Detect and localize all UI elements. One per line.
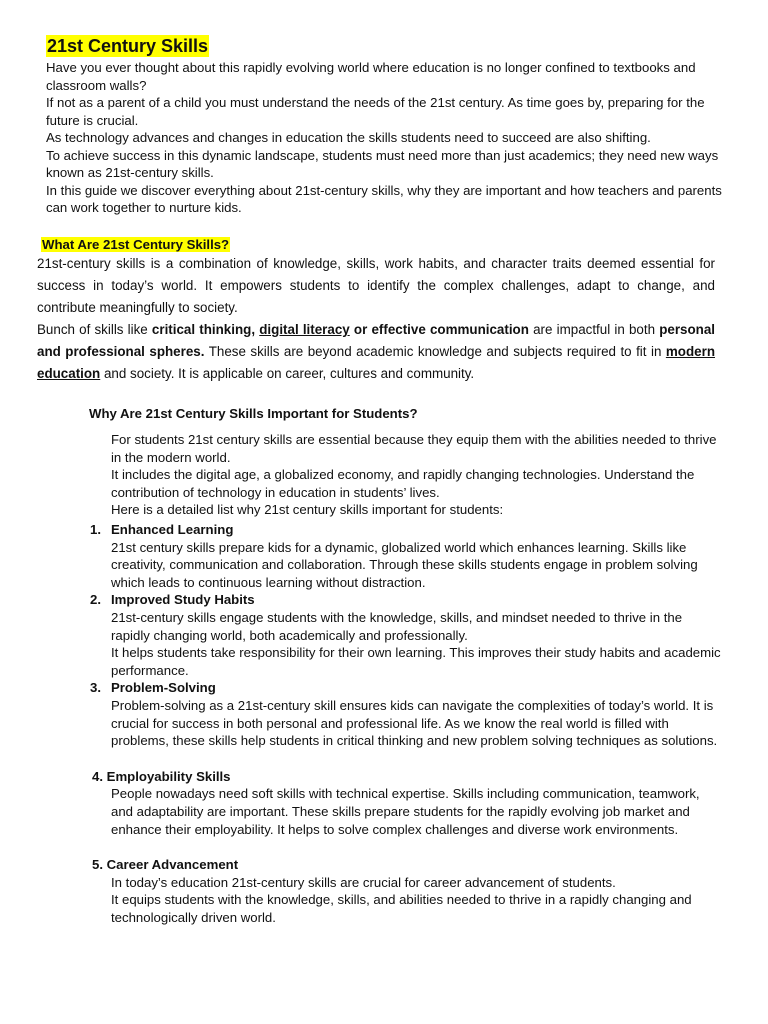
list-item-heading: Improved Study Habits [111, 592, 255, 608]
intro-paragraph: As technology advances and changes in education the skills students need to succeed are also shifting. [46, 130, 651, 145]
text-run: and society. It is applicable on career, cultures and community. [100, 366, 475, 381]
list-item-text: People nowadays need soft skills with technical expertise. Skills including communication, teamwork, and adaptability are important. These skills prepare students for the rapidly evolving job market and enhance their employability. It helps to solve complex challenges and diverse work environments. [111, 786, 700, 837]
what-heading-container [41, 236, 230, 254]
link-education[interactable]: education [37, 366, 101, 381]
list-item-heading: 5. Career Advancement [92, 857, 239, 873]
list-number: 3. [90, 680, 101, 696]
what-paragraph-1: 21st-century skills is a combination of knowledge, skills, work habits, and character traits deemed essential for success in today’s world. It empowers students to identify the complex challenges, adapt to change, and contribute meaningfully to society. [37, 256, 715, 315]
what-heading: What Are 21st Century Skills? [42, 237, 230, 252]
why-paragraph: Here is a detailed list why 21st century skills important for students: [111, 502, 504, 517]
intro-paragraph: Have you ever thought about this rapidly evolving world where education is no longer confined to textbooks and classroom walls? [46, 60, 696, 93]
list-item-heading: 4. Employability Skills [92, 768, 231, 784]
link-modern[interactable]: modern [665, 344, 715, 359]
link-digital-literacy[interactable]: digital literacy [259, 322, 350, 337]
intro-paragraph: In this guide we discover everything about 21st-century skills, why they are important and how teachers and parents can work together to nurture kids. [46, 182, 722, 215]
why-paragraph: It includes the digital age, a globalized economy, and rapidly changing technologies. Understand the contribution of technology in education in students’ lives. [111, 467, 695, 500]
text-run: Bunch of skills like [37, 322, 152, 337]
text-run: These skills are beyond academic knowledge and subjects required to fit in [204, 344, 666, 359]
list-item [90, 521, 724, 591]
what-paragraph-2 [37, 319, 715, 385]
why-section [111, 431, 721, 519]
list-item [90, 679, 724, 749]
list-item-heading: Enhanced Learning [111, 522, 234, 537]
list-item-text: It helps students take responsibility for their own learning. This improves their study habits and academic performance. [111, 645, 721, 678]
spacer [90, 838, 724, 856]
bold-spheres: personal and professional spheres. [37, 322, 715, 359]
list-item-text: 21st century skills prepare kids for a dynamic, globalized world which enhances learning. Skills like creativity, communication and collaboration. Through these skills students engage in problem solving which leads to continuous learning without distraction. [111, 539, 698, 590]
list-item-text: In today’s education 21st-century skills are crucial for career advancement of students. [111, 874, 616, 890]
list-item-body [90, 874, 724, 927]
list-number: 2. [90, 592, 101, 608]
list-item-body [90, 785, 724, 838]
spacer [90, 750, 724, 768]
why-heading: Why Are 21st Century Skills Important for Students? [89, 406, 418, 421]
skills-list [90, 521, 724, 926]
bold-effective-communication: or effective communication [349, 322, 529, 337]
list-number: 1. [90, 522, 101, 537]
page-title: 21st Century Skills [47, 36, 209, 56]
list-item [90, 856, 724, 926]
intro-section [46, 59, 736, 217]
list-item-text: Problem-solving as a 21st-century skill ensures kids can navigate the complexities of today’s world. It is crucial for success in both personal and professional life. As we know the real world is filled with problems, these skills help students in critical thinking and new problem solving techniques as solutions. [111, 697, 718, 749]
title-container [46, 35, 209, 57]
text-run: are impactful in both [528, 322, 660, 337]
list-item [90, 591, 724, 679]
list-item-heading: Problem-Solving [111, 680, 216, 696]
what-section [37, 253, 715, 385]
intro-paragraph: If not as a parent of a child you must understand the needs of the 21st century. As time goes by, preparing for the future is crucial. [46, 95, 705, 128]
list-item [90, 768, 724, 838]
bold-critical-thinking: critical thinking, [151, 322, 256, 337]
list-item-text: 21st-century skills engage students with the knowledge, skills, and mindset needed to thrive in the rapidly changing world, both academically and professionally. [111, 609, 683, 643]
why-paragraph: For students 21st century skills are essential because they equip them with the abilities needed to thrive in the modern world. [111, 432, 717, 465]
intro-paragraph: To achieve success in this dynamic landscape, students must need more than just academics; they need new ways known as 21st-century skills. [46, 147, 719, 180]
list-item-text: It equips students with the knowledge, skills, and abilities needed to thrive in a rapidly changing and technologically driven world. [111, 892, 692, 925]
